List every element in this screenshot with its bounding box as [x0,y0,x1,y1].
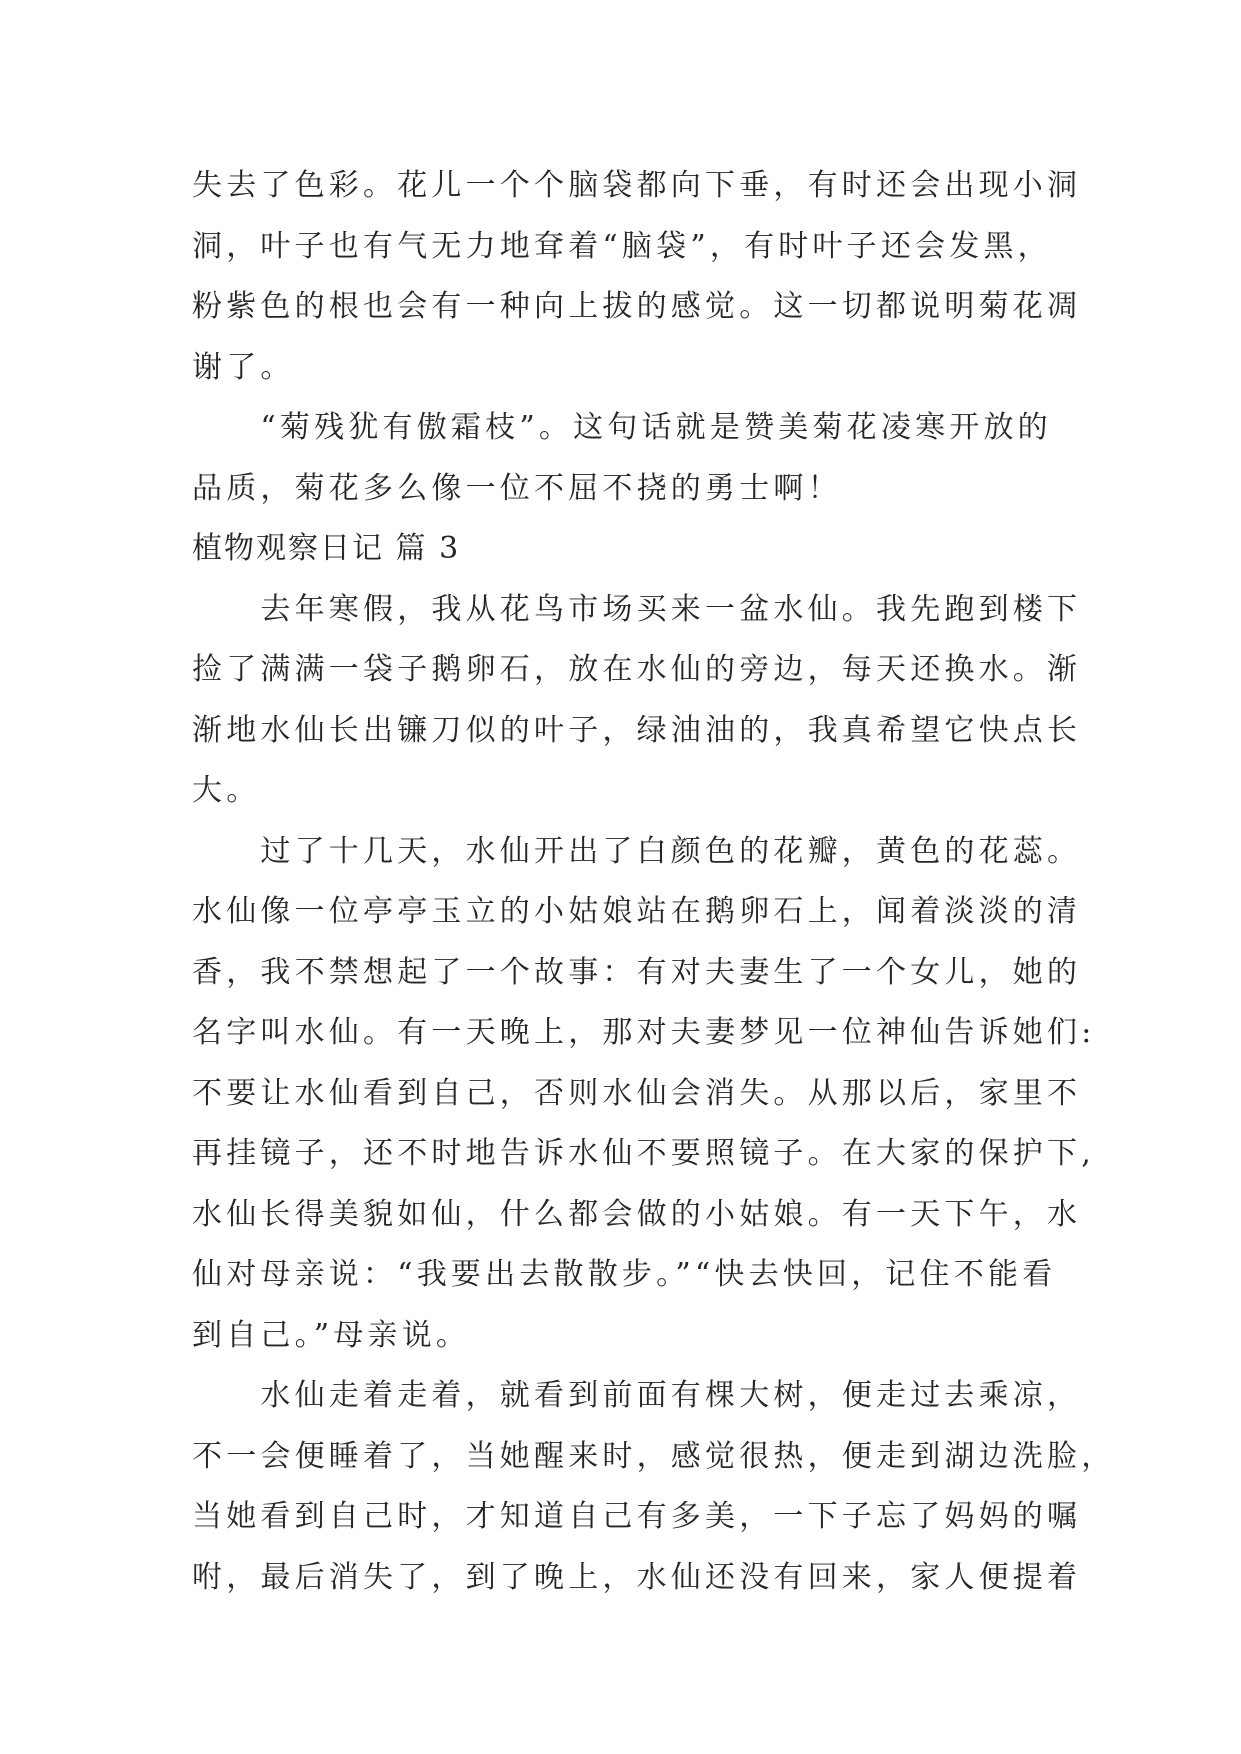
text-line: 名字叫水仙。有一天晚上，那对夫妻梦见一位神仙告诉她们: [192,1015,1096,1050]
text-line: 粉紫色的根也会有一种向上拔的感觉。这一切都说明菊花凋 [192,289,1082,324]
text-line: 香，我不禁想起了一个故事：有对夫妻生了一个女儿，她的 [192,954,1082,990]
text-line: 洞，叶子也有气无力地耷着“脑袋”，有时叶子还会发黑， [192,228,1052,264]
text-line: 去年寒假，我从花鸟市场买来一盆水仙。我先跑到楼下 [192,591,1082,627]
text-line: 渐地水仙长出镰刀似的叶子，绿油油的，我真希望它快点长 [192,712,1082,748]
text-line: 过了十几天，水仙开出了白颜色的花瓣，黄色的花蕊。 [192,833,1082,869]
text-line: 水仙长得美貌如仙，什么都会做的小姑娘。有一天下午，水 [192,1196,1082,1232]
text-line: 大。 [192,773,261,808]
text-line: 谢了。 [192,349,295,385]
text-line: “菊残犹有傲霜枝”。这句话就是赞美菊花凌寒开放的 [192,410,1052,445]
section-heading: 植物观察日记 篇 3 [192,531,461,566]
text-line: 当她看到自己时，才知道自己有多美，一下子忘了妈妈的嘱 [192,1499,1082,1534]
text-line: 仙对母亲说：“我要出去散散步。”“快去快回，记住不能看 [192,1257,1057,1292]
text-line: 到自己。”母亲说。 [192,1317,471,1353]
text-line: 品质，菊花多么像一位不屈不挠的勇士啊！ [192,470,842,506]
text-line: 咐，最后消失了，到了晚上，水仙还没有回来，家人便提着 [192,1559,1082,1595]
document-body [192,156,1116,1608]
text-line: 不要让水仙看到自己，否则水仙会消失。从那以后，家里不 [192,1075,1082,1111]
text-line: 不一会便睡着了，当她醒来时，感觉很热，便走到湖边洗脸， [192,1438,1116,1474]
text-line: 水仙走着走着，就看到前面有棵大树，便走过去乘凉， [192,1378,1082,1413]
text-line: 失去了色彩。花儿一个个脑袋都向下垂，有时还会出现小洞 [192,168,1082,203]
text-line: 水仙像一位亭亭玉立的小姑娘站在鹅卵石上，闻着淡淡的清 [192,894,1082,929]
text-line: 捡了满满一袋子鹅卵石，放在水仙的旁边，每天还换水。渐 [192,652,1082,687]
text-line: 再挂镜子，还不时地告诉水仙不要照镜子。在大家的保护下, [192,1136,1095,1171]
